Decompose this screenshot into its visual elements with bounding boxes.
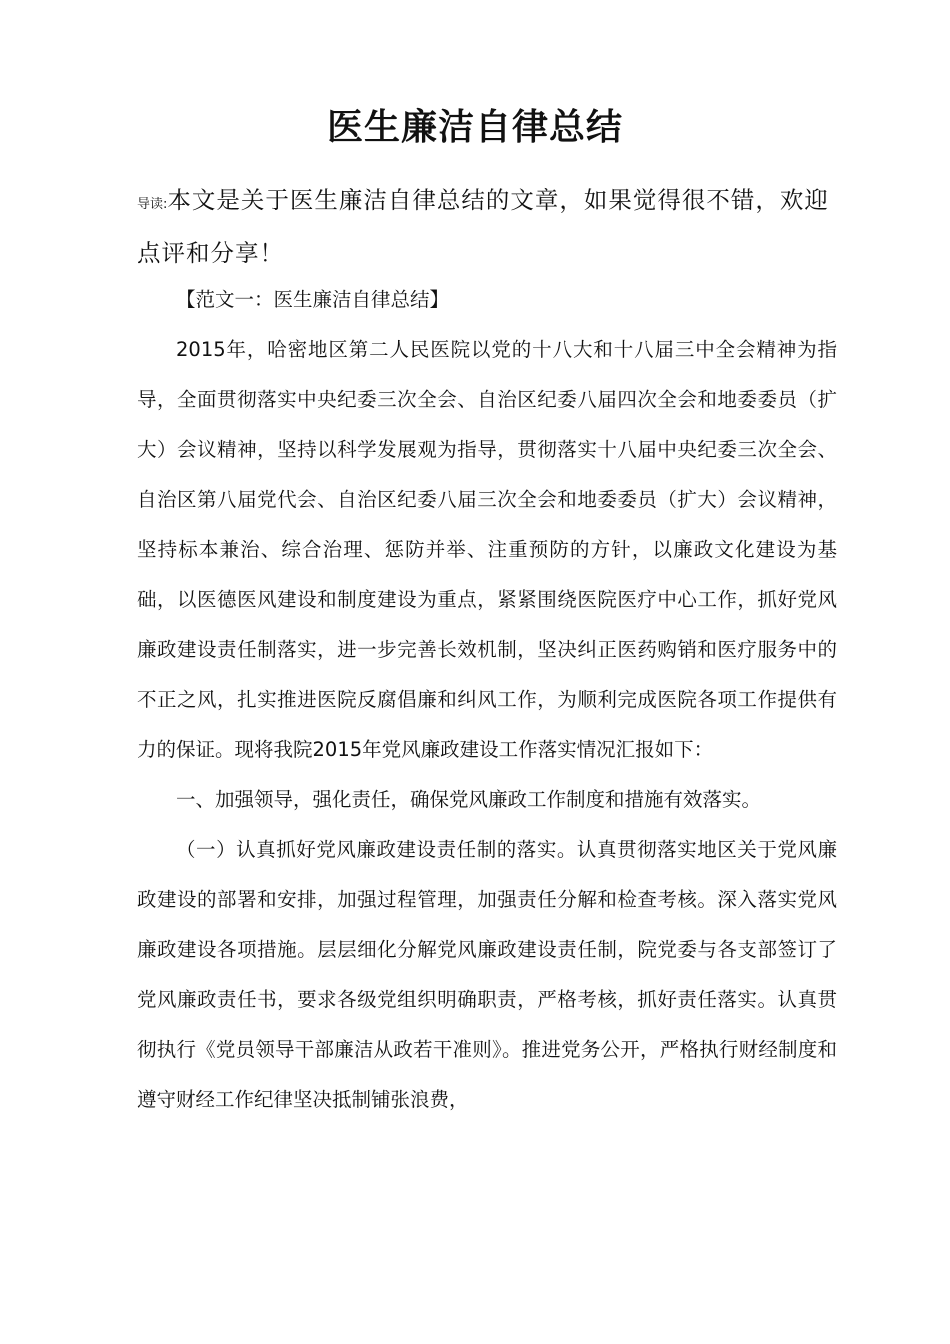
intro-label: 导读: (137, 197, 168, 212)
intro-text: 本文是关于医生廉洁自律总结的文章，如果觉得很不错，欢迎点评和分享！ (137, 186, 829, 267)
body-paragraph: 2015年，哈密地区第二人民医院以党的十八大和十八届三中全会精神为指导，全面贯彻落实中央纪委三次全会、自治区纪委八届四次全会和地委委员（扩大）会议精神，坚持以科学发展观为指导，贯彻落实十八届中央纪委三次全会、自治区第八届党代会、自治区纪委八届三次全会和地委委员（扩大）会议精神，坚持标本兼治、综合治理、惩防并举、注重预防的方针，以廉政文化建设为基础，以医德医风建设和制度建设为重点，紧紧围绕医院医疗中心工作，抓好党风廉政建设责任制落实，进一步完善长效机制，坚决纠正医药购销和医疗服务中的不正之风，扎实推进医院反腐倡廉和纠风工作，为顺利完成医院各项工作提供有力的保证。现将我院2015年党风廉政建设工作落实情况汇报如下： (137, 338, 837, 761)
body-paragraph: （一）认真抓好党风廉政建设责任制的落实。认真贯彻落实地区关于党风廉政建设的部署和安排，加强过程管理，加强责任分解和检查考核。深入落实党风廉政建设各项措施。层层细化分解党风廉政建设责任制，院党委与各支部签订了党风廉政责任书，要求各级党组织明确职责，严格考核，抓好责任落实。认真贯彻执行《党员领导干部廉洁从政若干准则》。推进党务公开，严格执行财经制度和遵守财经工作纪律坚决抵制铺张浪费， (137, 838, 837, 1111)
intro-block (137, 176, 837, 277)
section-heading: 【范文一：医生廉洁自律总结】 (176, 288, 450, 311)
body-paragraph: 一、加强领导，强化责任，确保党风廉政工作制度和措施有效落实。 (176, 788, 762, 811)
document-body (137, 275, 837, 1125)
document-title: 医生廉洁自律总结 (326, 107, 623, 148)
